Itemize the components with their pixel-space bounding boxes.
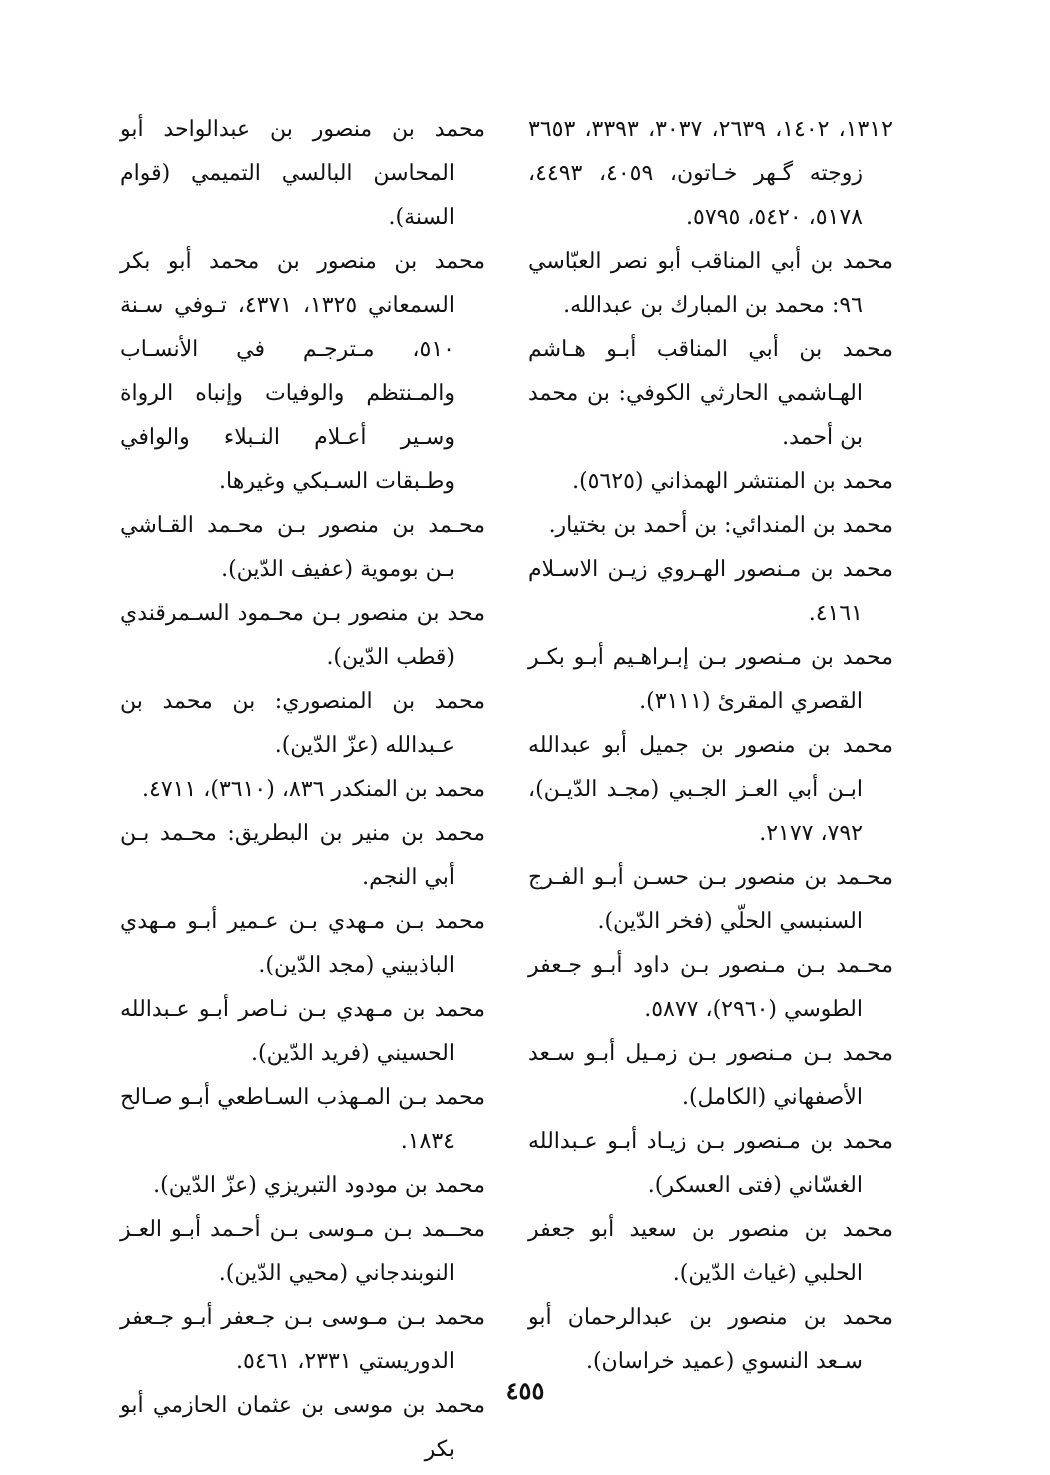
index-entry-text: محمد بـن مـنصور بـن زمـيل أبـو سـعد الأصفهاني (الكامل).	[528, 1041, 893, 1110]
index-entry	[120, 240, 485, 504]
index-entry-text: محمد بـن مـهدي بـن عـمير أبـو مـهدي الباذبيني (مجد الدّين).	[120, 909, 485, 978]
index-entry-text: محمد بن أبي المناقب أبـو هـاشم الهـاشمي الحارثي الكوفي: بن محمد بن أحمد.	[528, 337, 893, 450]
index-entry	[120, 1076, 485, 1164]
index-entry-text: محمد بـن المـهذب السـاطعي أبـو صـالح ١٨٣٤.	[120, 1085, 485, 1154]
index-entry	[528, 548, 893, 636]
index-entry-text: محمد بن منصور بن عبدالرحمان أبو سـعد النسوي (عميد خراسان).	[528, 1305, 893, 1374]
index-entry-text: محمد بن منصور بن جميل أبو عبدالله ابـن أبي العـز الجـبي (مجـد الدّيـن)، ٧٩٢، ٢١٧٧.	[528, 733, 893, 846]
index-entry-text: محمد بن منصور بن سعيد أبو جعفر الحلبي (غياث الدّين).	[528, 1217, 893, 1286]
index-entry	[528, 856, 893, 944]
index-entry	[528, 1296, 893, 1384]
index-entry-text: محمد بن المنصوري: بن محمد بن عـبدالله (عزّ الدّين).	[120, 689, 485, 758]
index-entry	[528, 504, 893, 548]
index-entry	[528, 108, 893, 240]
index-entry-text: محد بن منصور بـن محـمود السـمرقندي (قطب الدّين).	[120, 601, 485, 670]
index-entry	[120, 812, 485, 900]
index-entry	[528, 240, 893, 328]
index-entry-text: محمد بن منصور بن عبدالواحد أبو المحاسن البالسي التميمي (قوام السنة).	[120, 117, 485, 230]
index-entry	[120, 768, 485, 812]
index-entry-text: محــمد بـن مـوسى بـن أحـمد أبـو العـز النوبندجاني (محيي الدّين).	[120, 1217, 485, 1286]
right-column	[528, 108, 893, 1384]
index-entry	[528, 1208, 893, 1296]
left-column	[120, 108, 485, 1472]
index-entry	[120, 680, 485, 768]
index-entry	[528, 328, 893, 460]
index-entry-text: محـمد بـن مـنصور بـن داود أبـو جـعفر الطوسي (٢٩٦٠)، ٥٨٧٧.	[528, 953, 893, 1022]
index-entry-text: محمد بن منير بن البطريق: محـمد بـن أبي النجم.	[120, 821, 485, 890]
index-entry-text: محمد بن مودود التبريزي (عزّ الدّين).	[153, 1173, 485, 1198]
index-entry	[120, 988, 485, 1076]
index-entry-text: محمد بن منصور بن محمد أبو بكر السمعاني ١٣٢٥، ٤٣٧١، تـوفي سـنة ٥١٠، مـترجـم في الأنسـاب والمـنتظم والوفيات وإنباه الرواة وسـير أعـلام النـبلاء والوافي وطـبقات السـبكي وغيرها.	[120, 249, 485, 494]
index-entry	[528, 460, 893, 504]
index-entry-text: محمد بن المنكدر ٨٣٦، (٣٦١٠)، ٤٧١١.	[142, 777, 485, 802]
index-entry	[528, 1032, 893, 1120]
index-entry-text: ١٣١٢، ١٤٠٢، ٢٦٣٩، ٣٠٣٧، ٣٣٩٣، ٣٦٥٣ زوجته گـهر خـاتون، ٤٠٥٩، ٤٤٩٣، ٥١٧٨، ٥٤٢٠، ٥٧٩٥.	[528, 117, 893, 230]
index-entry	[120, 1296, 485, 1384]
index-entry	[528, 724, 893, 856]
index-entry-text: محمد بن مـنصور بـن إبـراهـيم أبـو بكـر القصري المقرئ (٣١١١).	[528, 645, 893, 714]
page-number: ٤٥٥	[505, 1376, 545, 1405]
index-entry-text: محمد بن مـنصور الهـروي زيـن الاسـلام ٤١٦١.	[528, 557, 893, 626]
index-entry-text: محمد بن المندائي: بن أحمد بن بختيار.	[548, 513, 893, 538]
index-entry-text: محـمد بن منصور بـن محـمد القـاشي بـن بوموية (عفيف الدّين).	[120, 513, 485, 582]
index-entry	[528, 636, 893, 724]
index-entry	[120, 592, 485, 680]
index-entry-text: محمد بن مـهدي بـن نـاصر أبـو عـبدالله الحسيني (فريد الدّين).	[120, 997, 485, 1066]
index-entry	[120, 1164, 485, 1208]
index-entry-text: محمد بن المنتشر الهمذاني (٥٦٢٥).	[572, 469, 893, 494]
index-entry	[120, 504, 485, 592]
index-entry	[120, 900, 485, 988]
index-entry	[528, 1120, 893, 1208]
index-entry	[120, 1208, 485, 1296]
index-entry-text: محـمد بن منصور بـن حسـن أبـو الفـرج السنبسي الحلّي (فخر الدّين).	[528, 865, 893, 934]
index-entry-text: محمد بن موسى بن عثمان الحازمي أبو بكر	[120, 1393, 485, 1462]
index-entry	[120, 108, 485, 240]
index-entry-text: محمد بن أبي المناقب أبو نصر العبّاسي ٩٦: محمد بن المبارك بن عبدالله.	[528, 249, 893, 318]
index-entry	[528, 944, 893, 1032]
index-entry-text: محمد بن مـنصور بـن زيـاد أبـو عـبدالله الغسّاني (فتى العسكر).	[528, 1129, 893, 1198]
index-entry-text: محمد بـن مـوسى بـن جـعفر أبـو جـعفر الدوريستي ٢٣٣١، ٥٤٦١.	[120, 1305, 485, 1374]
